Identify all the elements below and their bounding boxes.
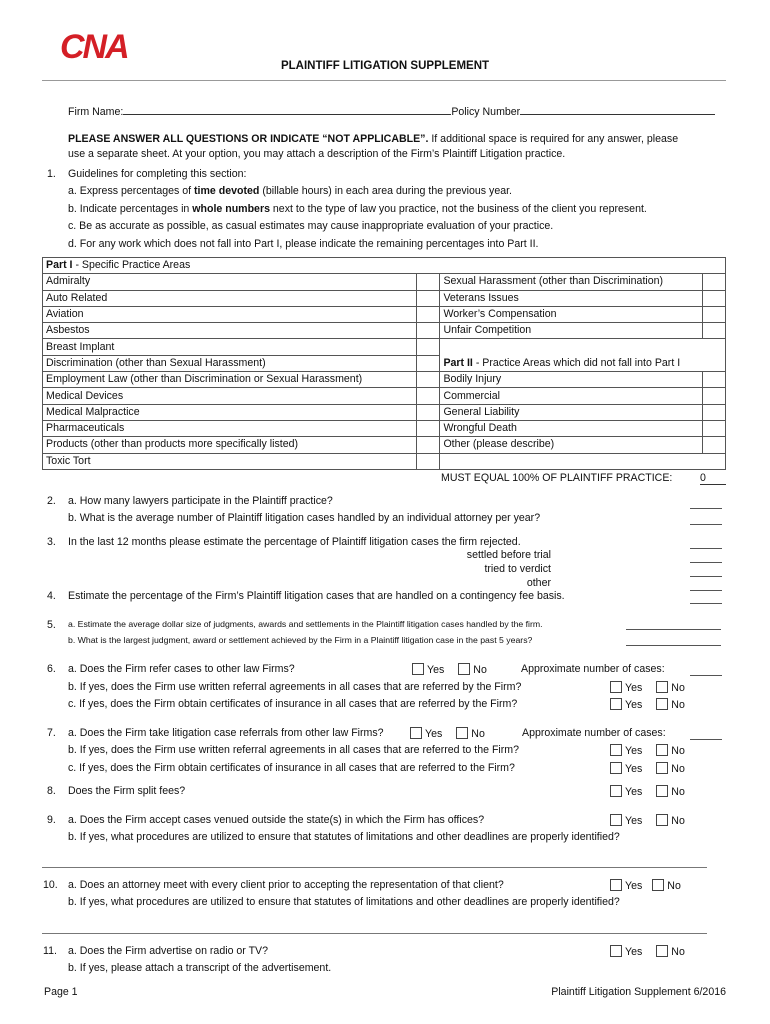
q11-options [610,945,685,958]
practice-area-label: Commercial [440,388,703,404]
q1-number: 1. [47,168,56,180]
q3-other: other [526,577,551,589]
q7-c-yes-checkbox[interactable] [610,762,622,774]
practice-area-percent[interactable] [703,306,726,322]
policy-number-input[interactable] [520,103,715,115]
part1-bold: Part I [46,259,73,272]
practice-area-label: Other (please describe) [440,437,703,453]
total-label: MUST EQUAL 100% OF PLAINTIFF PRACTICE: [441,472,673,484]
q9-number: 9. [47,814,56,826]
no-label: No [473,664,487,676]
q1-intro: Guidelines for completing this section: [68,168,247,180]
table-row [43,290,726,306]
table-row [43,420,726,436]
total-value: 0 [700,472,726,485]
q2-b-answer[interactable] [690,514,722,525]
q3-text: In the last 12 months please estimate the percentage of Plaintiff litigation cases the firm rejected. [68,536,521,548]
q7-approx-answer[interactable] [690,729,722,740]
no-label: No [671,815,685,827]
q9-answer-line[interactable] [42,867,707,868]
q1-a-bold: time devoted [194,185,260,197]
q8-number: 8. [47,785,56,797]
q3-settled: settled before trial [466,549,551,561]
practice-area-percent[interactable] [703,437,726,453]
practice-area-percent[interactable] [417,290,440,306]
q5-number: 5. [47,619,56,631]
q2-number: 2. [47,495,56,507]
q1-b-post: next to the type of law you practice, not the business of the client you represent. [269,203,647,215]
q6-approx-answer[interactable] [690,665,722,676]
practice-area-percent[interactable] [417,306,440,322]
q10-yes-checkbox[interactable] [610,879,622,891]
practice-area-percent[interactable] [703,274,726,290]
q3-rejected-answer[interactable] [690,538,722,549]
q10-b: b. If yes, what procedures are utilized to ensure that statutes of limitations and other deadlines are properly identified? [68,896,620,908]
table-row [43,437,726,453]
q10-no-checkbox[interactable] [652,879,664,891]
part2-rest: - Practice Areas which did not fall into Part I [472,356,681,369]
q1-b-bold: whole numbers [192,203,270,215]
q8-yes-checkbox[interactable] [610,785,622,797]
title-divider [42,80,726,81]
q7-a-yes-checkbox[interactable] [410,727,422,739]
form-id: Plaintiff Litigation Supplement 6/2016 [551,986,726,998]
practice-area-label: Veterans Issues [440,290,703,306]
practice-area-percent[interactable] [417,274,440,290]
part2-heading [440,355,726,371]
yes-label: Yes [427,664,445,676]
practice-areas-table [42,257,726,470]
practice-area-label: General Liability [440,404,703,420]
table-cell [440,258,726,274]
practice-area-percent[interactable] [417,388,440,404]
instructions-line2: use a separate sheet. At your option, you may attach a description of the Firm’s Plaintiff Litigation practice. [68,148,566,160]
q6-a-options [412,663,487,676]
yes-label: Yes [625,880,643,892]
practice-area-label: Products (other than products more specifically listed) [43,437,417,453]
yes-label: Yes [625,786,643,798]
no-label: No [671,682,685,694]
q6-b-options [610,681,685,694]
q7-b-no-checkbox[interactable] [656,744,668,756]
no-label: No [667,880,681,892]
part1-rest: - Specific Practice Areas [72,259,191,272]
q5-a: a. Estimate the average dollar size of judgments, awards and settlements in the Plaintiff litigation cases handled by the firm. [68,619,543,629]
no-label: No [671,946,685,958]
practice-area-percent[interactable] [703,290,726,306]
q1-a [68,185,512,197]
practice-area-percent[interactable] [417,355,440,371]
q7-a: a. Does the Firm take litigation case referrals from other law Firms? [68,727,384,739]
q7-b-options [610,744,685,757]
practice-area-percent[interactable] [417,453,440,469]
table-row [43,306,726,322]
yes-label: Yes [625,815,643,827]
q7-c: c. If yes, does the Firm obtain certificates of insurance in all cases that are referred to the Firm? [68,762,515,774]
q1-b-pre: b. Indicate percentages in [68,203,193,215]
q4-answer[interactable] [690,593,722,604]
firm-name-row [68,103,715,118]
part1-heading [43,258,440,274]
practice-area-label: Discrimination (other than Sexual Harassment) [43,355,417,371]
q9-no-checkbox[interactable] [656,814,668,826]
practice-area-percent[interactable] [417,339,440,355]
q6-number: 6. [47,663,56,675]
practice-area-label: Toxic Tort [43,453,417,469]
policy-number-label: Policy Number [451,106,521,118]
q11-b: b. If yes, please attach a transcript of the advertisement. [68,962,332,974]
q7-c-options [610,762,685,775]
q10-number: 10. [43,879,58,891]
q3-tried-answer[interactable] [690,566,722,577]
practice-area-percent[interactable] [703,323,726,339]
q1-d: d. For any work which does not fall into Part I, please indicate the remaining percentages into Part II. [68,238,539,250]
practice-area-percent[interactable] [703,372,726,388]
q4-text: Estimate the percentage of the Firm’s Plaintiff litigation cases that are handled on a contingency fee basis. [68,590,565,602]
no-label: No [671,699,685,711]
table-row [43,372,726,388]
q11-a: a. Does the Firm advertise on radio or TV? [68,945,268,957]
yes-label: Yes [625,745,643,757]
q5-b-answer[interactable] [626,635,721,646]
practice-area-percent[interactable] [703,420,726,436]
q7-a-no-checkbox[interactable] [456,727,468,739]
practice-area-label: Medical Malpractice [43,404,417,420]
firm-name-label: Firm Name: [68,106,124,118]
q7-approx-label: Approximate number of cases: [522,727,666,739]
q7-c-no-checkbox[interactable] [656,762,668,774]
practice-area-label: Medical Devices [43,388,417,404]
table-row [43,323,726,339]
q8-text: Does the Firm split fees? [68,785,186,797]
practice-area-label: Asbestos [43,323,417,339]
practice-area-label: Pharmaceuticals [43,420,417,436]
practice-area-label: Aviation [43,306,417,322]
firm-name-input[interactable] [123,103,451,115]
table-cell [440,339,726,355]
q2-a-answer[interactable] [690,498,722,509]
table-row [43,453,726,469]
practice-area-percent[interactable] [703,404,726,420]
q2-a: a. How many lawyers participate in the Plaintiff practice? [68,495,333,507]
q7-b-yes-checkbox[interactable] [610,744,622,756]
practice-area-percent[interactable] [703,388,726,404]
practice-area-label: Admiralty [43,274,417,290]
practice-area-label: Unfair Competition [440,323,703,339]
q10-answer-line[interactable] [42,933,707,934]
instructions-bold: PLEASE ANSWER ALL QUESTIONS OR INDICATE “NOT APPLICABLE”. [68,133,429,145]
q6-b-yes-checkbox[interactable] [610,681,622,693]
practice-area-label: Employment Law (other than Discrimination or Sexual Harassment) [43,372,417,388]
q7-number: 7. [47,727,56,739]
q10-a: a. Does an attorney meet with every client prior to accepting the representation of that client? [68,879,504,891]
q6-c-yes-checkbox[interactable] [610,698,622,710]
q8-options [610,785,685,798]
practice-area-label: Bodily Injury [440,372,703,388]
practice-area-label: Breast Implant [43,339,417,355]
q1-b [68,203,647,215]
instructions-rest: If additional space is required for any answer, please [428,133,679,145]
q5-a-answer[interactable] [626,619,721,630]
yes-label: Yes [625,763,643,775]
table-row [43,404,726,420]
q6-c-no-checkbox[interactable] [656,698,668,710]
q11-yes-checkbox[interactable] [610,945,622,957]
table-row [43,355,726,371]
table-row [43,339,726,355]
practice-area-label: Auto Related [43,290,417,306]
no-label: No [671,745,685,757]
no-label: No [471,728,485,740]
page-title: PLAINTIFF LITIGATION SUPPLEMENT [280,60,490,72]
table-cell [440,453,726,469]
yes-label: Yes [625,946,643,958]
q6-a-yes-checkbox[interactable] [412,663,424,675]
q11-no-checkbox[interactable] [656,945,668,957]
practice-area-label: Wrongful Death [440,420,703,436]
table-row [43,258,726,274]
q6-approx-label: Approximate number of cases: [521,663,665,675]
practice-area-percent[interactable] [417,437,440,453]
q3-settled-answer[interactable] [690,552,722,563]
instructions-line1 [68,133,678,145]
q6-b: b. If yes, does the Firm use written referral agreements in all cases that are referred by the Firm? [68,681,522,693]
cna-logo: CNA [60,28,128,66]
q9-b: b. If yes, what procedures are utilized to ensure that statutes of limitations and other deadlines are properly identified? [68,831,620,843]
q6-c-options [610,698,685,711]
q11-number: 11. [43,945,57,957]
q6-b-no-checkbox[interactable] [656,681,668,693]
practice-area-percent[interactable] [417,323,440,339]
practice-area-percent[interactable] [417,420,440,436]
q9-yes-checkbox[interactable] [610,814,622,826]
q1-a-pre: a. Express percentages of [68,185,195,197]
q3-other-answer[interactable] [690,580,722,591]
q6-a-no-checkbox[interactable] [458,663,470,675]
practice-area-percent[interactable] [417,372,440,388]
yes-label: Yes [625,682,643,694]
no-label: No [671,763,685,775]
table-row [43,388,726,404]
q4-number: 4. [47,590,56,602]
q6-a: a. Does the Firm refer cases to other law Firms? [68,663,295,675]
part2-bold: Part II [443,356,473,369]
page-number: Page 1 [44,986,78,998]
q3-number: 3. [47,536,56,548]
q7-a-options [410,727,485,740]
q3-tried: tried to verdict [484,563,551,575]
q6-c: c. If yes, does the Firm obtain certificates of insurance in all cases that are referred by the Firm? [68,698,518,710]
q1-c: c. Be as accurate as possible, as casual estimates may cause inappropriate evaluation of your practice. [68,220,554,232]
yes-label: Yes [625,699,643,711]
practice-area-percent[interactable] [417,404,440,420]
q7-b: b. If yes, does the Firm use written referral agreements in all cases that are referred to the Firm? [68,744,520,756]
q5-b: b. What is the largest judgment, award or settlement achieved by the Firm in a Plaintiff litigation case in the past 5 years? [68,635,533,645]
practice-area-label: Worker’s Compensation [440,306,703,322]
q9-a-options [610,814,685,827]
yes-label: Yes [425,728,443,740]
q2-b: b. What is the average number of Plaintiff litigation cases handled by an individual attorney per year? [68,512,541,524]
q10-options [610,879,681,892]
no-label: No [671,786,685,798]
q8-no-checkbox[interactable] [656,785,668,797]
q9-a: a. Does the Firm accept cases venued outside the state(s) in which the Firm has offices? [68,814,485,826]
practice-area-label: Sexual Harassment (other than Discrimination) [440,274,703,290]
table-row [43,274,726,290]
q1-a-post: (billable hours) in each area during the previous year. [259,185,513,197]
